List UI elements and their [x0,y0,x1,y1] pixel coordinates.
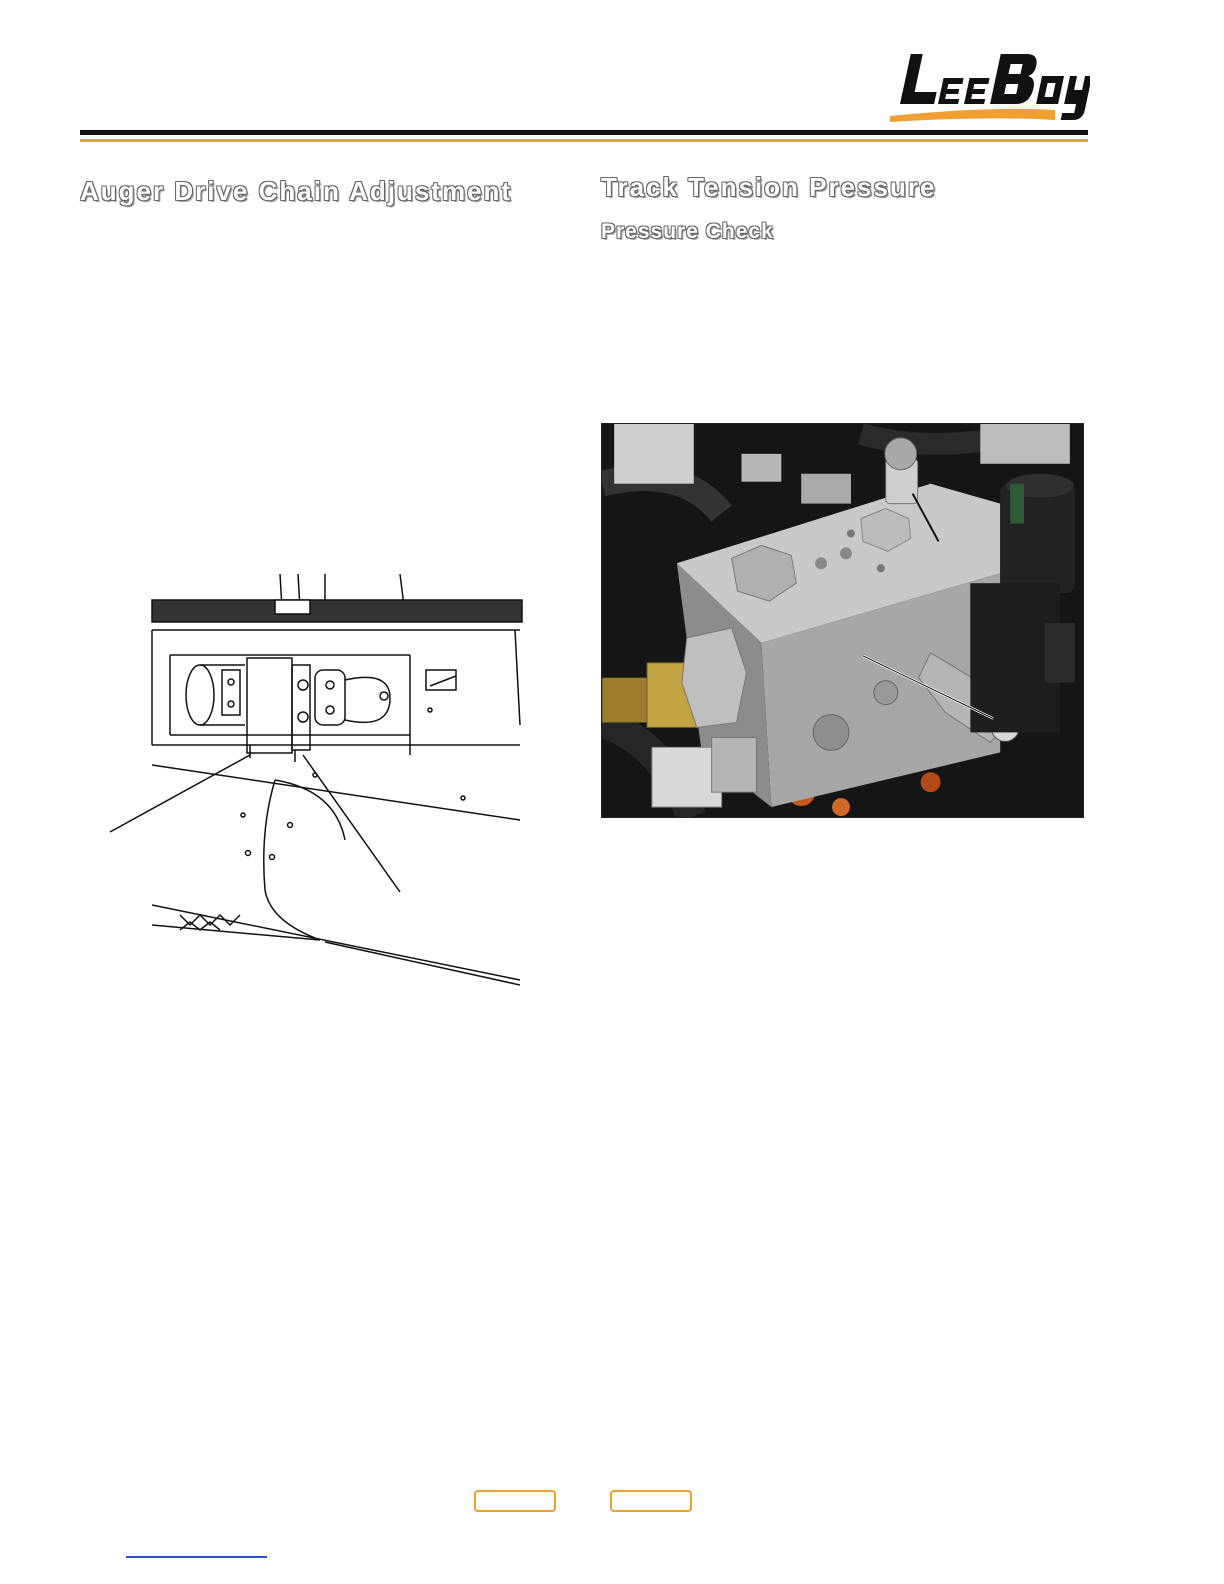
header-rule-orange [80,139,1088,142]
next-page-button[interactable] [610,1490,692,1512]
footer-link-underline[interactable] [126,1556,267,1558]
leeboy-logo [890,48,1090,126]
section-heading-track-tension: Track Tension Pressure [601,172,937,202]
subheading-pressure-check: Pressure Check [601,220,774,243]
auger-drive-illustration [100,570,530,990]
previous-page-button[interactable] [474,1490,556,1512]
header-rule-black [80,130,1088,135]
section-heading-auger: Auger Drive Chain Adjustment [80,176,513,206]
manifold-photo [601,423,1084,818]
